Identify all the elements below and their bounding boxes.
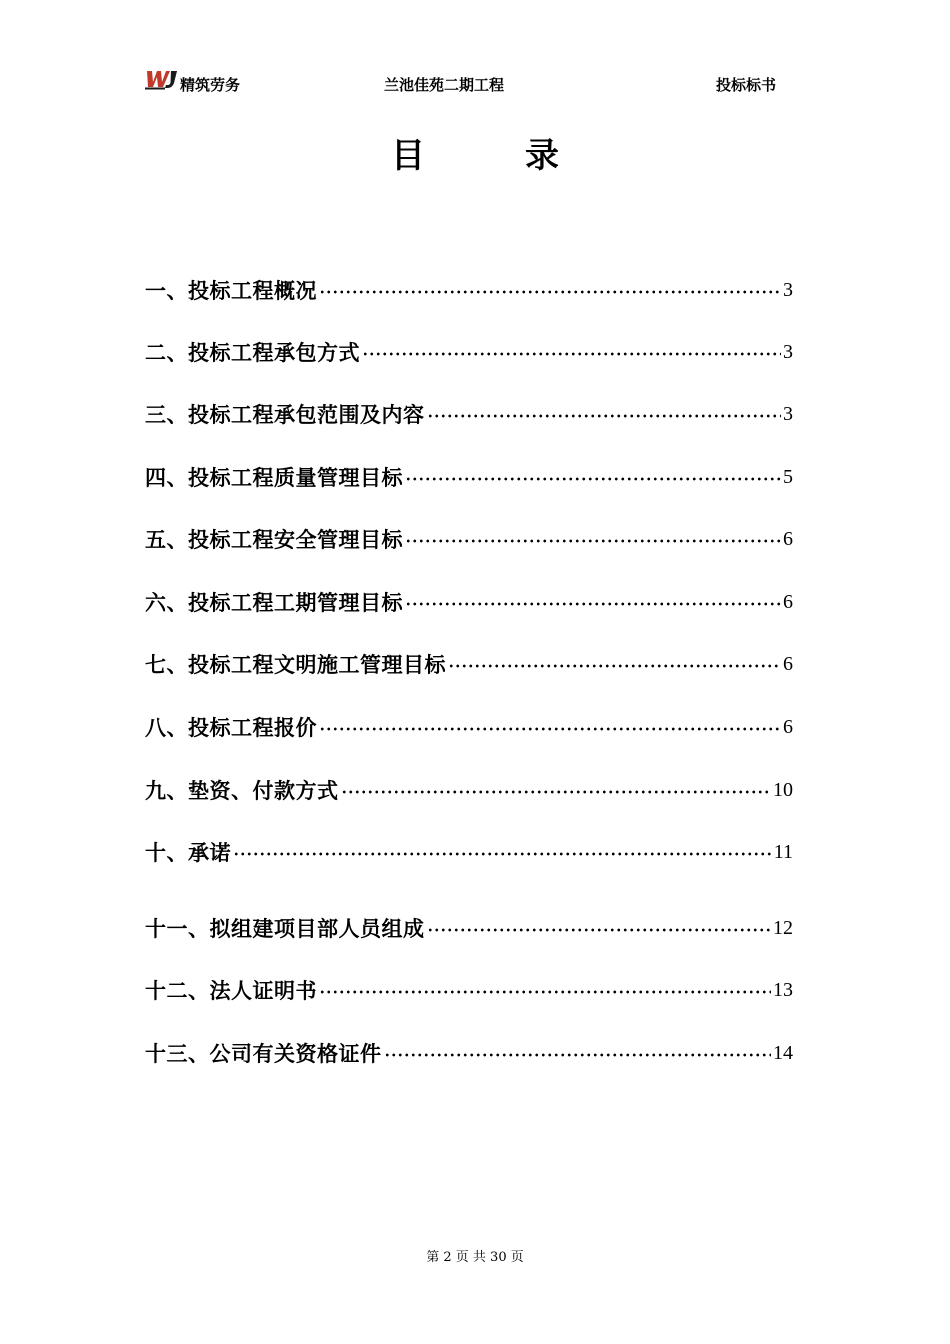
page-footer: 第 2 页 共 30 页 bbox=[426, 1250, 524, 1265]
toc-entry-label: 七、投标工程文明施工管理目标 bbox=[145, 653, 446, 677]
toc-entry-label: 八、投标工程报价 bbox=[145, 716, 317, 740]
toc-entry[interactable] bbox=[145, 908, 793, 948]
toc-leader-dots bbox=[319, 727, 781, 731]
title-char-2: 录 bbox=[525, 136, 559, 176]
toc-entry-page: 11 bbox=[773, 840, 793, 863]
toc-entry-page: 6 bbox=[783, 590, 793, 613]
toc-leader-dots bbox=[384, 1053, 772, 1057]
toc-entry-label: 一、投标工程概况 bbox=[145, 279, 317, 303]
toc-leader-dots bbox=[341, 790, 772, 794]
toc-leader-dots bbox=[448, 664, 781, 668]
toc-entry-page: 14 bbox=[773, 1041, 793, 1064]
toc-leader-dots bbox=[233, 852, 772, 856]
toc-entry-label: 二、投标工程承包方式 bbox=[145, 341, 360, 365]
toc-entry[interactable] bbox=[145, 270, 793, 310]
toc-entry[interactable] bbox=[145, 832, 793, 872]
toc-entry[interactable] bbox=[145, 332, 793, 372]
toc-leader-dots bbox=[319, 290, 781, 294]
toc-entry-page: 6 bbox=[783, 715, 793, 738]
toc-leader-dots bbox=[427, 928, 772, 932]
toc-entry[interactable] bbox=[145, 1033, 793, 1073]
toc-entry[interactable] bbox=[145, 644, 793, 684]
toc-entry-label: 三、投标工程承包范围及内容 bbox=[145, 403, 425, 427]
toc-entry-page: 3 bbox=[783, 402, 793, 425]
page-title bbox=[0, 128, 950, 177]
toc-leader-dots bbox=[405, 539, 781, 543]
toc-entry-label: 十三、公司有关资格证件 bbox=[145, 1042, 382, 1066]
toc-entry-label: 九、垫资、付款方式 bbox=[145, 779, 339, 803]
toc-entry-page: 6 bbox=[783, 527, 793, 550]
page-header bbox=[0, 0, 950, 110]
title-char-1: 目 bbox=[391, 136, 425, 176]
toc-entry[interactable] bbox=[145, 770, 793, 810]
toc-entry-page: 3 bbox=[783, 340, 793, 363]
toc-entry[interactable] bbox=[145, 582, 793, 622]
toc-entry[interactable] bbox=[145, 707, 793, 747]
toc-entry-label: 五、投标工程安全管理目标 bbox=[145, 528, 403, 552]
toc-entry[interactable] bbox=[145, 519, 793, 559]
toc-entry[interactable] bbox=[145, 970, 793, 1010]
toc-entry-page: 13 bbox=[773, 978, 793, 1001]
toc-entry-page: 12 bbox=[773, 916, 793, 939]
document-type: 投标标书 bbox=[716, 76, 777, 94]
toc-entry-page: 5 bbox=[783, 465, 793, 488]
toc-leader-dots bbox=[362, 352, 781, 356]
wj-logo-icon bbox=[144, 70, 180, 90]
project-name: 兰池佳苑二期工程 bbox=[384, 76, 505, 94]
toc-entry[interactable] bbox=[145, 394, 793, 434]
toc-entry-page: 6 bbox=[783, 652, 793, 675]
toc-entry-label: 六、投标工程工期管理目标 bbox=[145, 591, 403, 615]
toc-leader-dots bbox=[405, 602, 781, 606]
toc-entry-label: 十一、拟组建项目部人员组成 bbox=[145, 917, 425, 941]
toc-entry-label: 十、承诺 bbox=[145, 841, 231, 865]
header-divider bbox=[144, 95, 784, 96]
toc-entry-label: 四、投标工程质量管理目标 bbox=[145, 466, 403, 490]
toc-leader-dots bbox=[319, 990, 771, 994]
toc-leader-dots bbox=[405, 477, 781, 481]
toc-entry-page: 10 bbox=[773, 778, 793, 801]
company-name: 精筑劳务 bbox=[180, 76, 241, 94]
toc-entry-page: 3 bbox=[783, 278, 793, 301]
toc-entry-label: 十二、法人证明书 bbox=[145, 979, 317, 1003]
toc-entry[interactable] bbox=[145, 457, 793, 497]
toc-leader-dots bbox=[427, 414, 782, 418]
